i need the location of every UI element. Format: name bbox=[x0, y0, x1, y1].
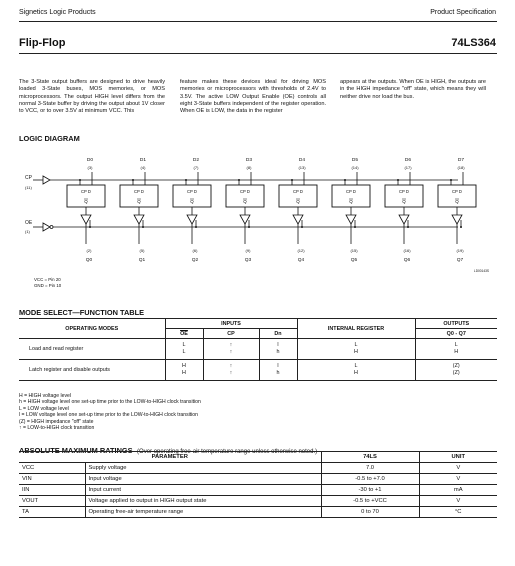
output-buffer-icon bbox=[452, 215, 462, 224]
oe-label: OE bbox=[25, 220, 33, 226]
figure-code: LD00143S bbox=[473, 269, 489, 273]
oe-inversion-icon bbox=[50, 226, 53, 229]
q-label: Q7 bbox=[456, 258, 464, 263]
header-right: Product Specification bbox=[430, 9, 496, 16]
ratings-row bbox=[19, 463, 497, 474]
ff-inputs-label: CP D bbox=[293, 189, 303, 194]
ff-inputs-label: CP D bbox=[346, 189, 356, 194]
ratings-sym: VIN bbox=[22, 476, 32, 482]
ratings-param: Input current bbox=[85, 485, 321, 496]
q-label: Q3 bbox=[244, 258, 252, 263]
mode-h-q: Q0 - Q7 bbox=[415, 329, 497, 339]
mode-cell: H bbox=[182, 363, 186, 369]
junction-dot bbox=[79, 179, 81, 181]
mode-h-operating: OPERATING MODES bbox=[65, 325, 119, 332]
output-buffer-icon bbox=[346, 215, 356, 224]
d-label: D7 bbox=[457, 158, 465, 163]
page-title: Flip-Flop bbox=[19, 37, 66, 49]
ff-inputs-label: CP D bbox=[240, 189, 250, 194]
header-left: Signetics Logic Products bbox=[19, 9, 96, 16]
mode-cell: ↑ bbox=[229, 342, 233, 348]
ratings-param: Input voltage bbox=[85, 474, 321, 485]
d-label: D4 bbox=[298, 158, 306, 163]
ratings-subtitle: (Over operating free-air temperature range unless otherwise noted.) bbox=[137, 449, 318, 455]
junction-dot bbox=[407, 226, 409, 228]
d-pin: (13) bbox=[298, 165, 306, 170]
mode-h-dn: Dn bbox=[259, 329, 297, 339]
header-rule bbox=[19, 21, 497, 22]
d-label: D6 bbox=[404, 158, 412, 163]
junction-dot bbox=[450, 179, 452, 181]
d-label: D2 bbox=[192, 158, 200, 163]
logic-title: LOGIC DIAGRAM bbox=[19, 134, 80, 143]
ratings-sym: VCC bbox=[22, 465, 35, 471]
d-pin: (4) bbox=[140, 165, 146, 170]
d-pin: (3) bbox=[87, 165, 93, 170]
q-label: Q1 bbox=[138, 258, 146, 263]
q-label: Q2 bbox=[191, 258, 199, 263]
legend bbox=[19, 393, 201, 431]
q-label: Q6 bbox=[403, 258, 411, 263]
ratings-param: Supply voltage bbox=[85, 463, 321, 474]
d-pin: (8) bbox=[246, 165, 252, 170]
ratings-table bbox=[19, 451, 497, 518]
ff-q-label: Q bbox=[296, 199, 300, 204]
ratings-unit: mA bbox=[419, 485, 497, 496]
ff-inputs-label: CP D bbox=[81, 189, 91, 194]
legend-item: l = LOW voltage level one set-up time prior to the LOW-to-HIGH clock transition bbox=[19, 412, 198, 419]
q-pin: (2) bbox=[86, 248, 92, 253]
junction-dot bbox=[195, 226, 197, 228]
ff-q-label: Q bbox=[402, 199, 406, 204]
junction-dot bbox=[291, 179, 293, 181]
intro-col1: The 3-State output buffers are designed to drive heavily loaded 3-State buses, MOS memories, or MOS microprocessors. The output HIGH level differs from the normal 3-State buffer by driving the output about 1V closer to VCC, or to over 3.5V at minimum VCC. This bbox=[19, 79, 165, 115]
junction-dot bbox=[238, 179, 240, 181]
mode-cell: H bbox=[354, 370, 358, 376]
ff-q-label: Q bbox=[84, 199, 88, 204]
legend-item: ↑ = LOW-to-HIGH clock transition bbox=[19, 425, 95, 432]
cp-buffer-icon bbox=[43, 176, 50, 184]
oe-pin: (1) bbox=[25, 229, 30, 234]
ff-q-label: Q bbox=[455, 199, 459, 204]
ratings-val: -0.5 to +VCC bbox=[321, 496, 419, 507]
title-rule bbox=[19, 53, 497, 54]
mode-cell: H bbox=[354, 349, 358, 355]
ratings-param: Operating free-air temperature range bbox=[85, 507, 321, 518]
mode-cell: L bbox=[354, 363, 358, 369]
mode-cell: l bbox=[277, 363, 279, 369]
mode-cell: L bbox=[354, 342, 358, 348]
mode-cell: (Z) bbox=[452, 370, 460, 376]
ratings-val: 7.0 bbox=[321, 463, 419, 474]
d-pin: (18) bbox=[457, 165, 465, 170]
q-pin: (6) bbox=[192, 248, 198, 253]
mode-cell: h bbox=[276, 370, 280, 376]
d-label: D3 bbox=[245, 158, 253, 163]
d-label: D5 bbox=[351, 158, 359, 163]
mode-cell: L bbox=[182, 342, 186, 348]
mode-cell: L bbox=[182, 349, 186, 355]
junction-dot bbox=[397, 179, 399, 181]
ratings-val: -30 to +1 bbox=[321, 485, 419, 496]
q-pin: (12) bbox=[297, 248, 305, 253]
mode-row bbox=[19, 339, 497, 360]
d-label: D0 bbox=[86, 158, 94, 163]
ff-q-label: Q bbox=[243, 199, 247, 204]
junction-dot bbox=[460, 226, 462, 228]
junction-dot bbox=[354, 226, 356, 228]
ratings-sym: IIN bbox=[22, 487, 30, 493]
mode-row bbox=[19, 360, 497, 381]
ff-inputs-label: CP D bbox=[399, 189, 409, 194]
output-buffer-icon bbox=[240, 215, 250, 224]
ff-q-label: Q bbox=[137, 199, 141, 204]
ff-inputs-label: CP D bbox=[187, 189, 197, 194]
mode-cell: l bbox=[277, 342, 279, 348]
oe-buffer-icon bbox=[43, 223, 50, 231]
junction-dot bbox=[301, 226, 303, 228]
intro-col2: feature makes these devices ideal for driving MOS memories or microprocessors with thresholds of 2.4V to 3.5V. The active LOW Output Enable (OE) controls all eight 3-State buffers independent of the register operation. When OE is LOW, the data in the register bbox=[180, 79, 326, 115]
q-pin: (15) bbox=[350, 248, 358, 253]
mode-cell: ↑ bbox=[229, 349, 233, 355]
output-buffer-icon bbox=[293, 215, 303, 224]
ratings-sym: TA bbox=[22, 509, 29, 515]
mode-cell: H bbox=[454, 349, 459, 355]
d-pin: (7) bbox=[193, 165, 199, 170]
legend-item: (Z) = HIGH impedance "off" state bbox=[19, 418, 94, 425]
junction-dot bbox=[142, 226, 144, 228]
mode-title: MODE SELECT—FUNCTION TABLE bbox=[19, 308, 145, 317]
gnd-note: GND = Pin 10 bbox=[34, 283, 62, 288]
mode-h-oe: $\overline{OE}$ bbox=[165, 329, 203, 339]
junction-dot bbox=[89, 226, 91, 228]
mode-table-wrap bbox=[19, 318, 497, 381]
q-label: Q0 bbox=[85, 258, 93, 263]
mode-cell: Latch register and disable outputs bbox=[29, 367, 110, 373]
d-pin: (14) bbox=[351, 165, 359, 170]
ratings-unit: V bbox=[419, 474, 497, 485]
ratings-unit: °C bbox=[419, 507, 497, 518]
junction-dot bbox=[344, 179, 346, 181]
legend-item: L = LOW voltage level bbox=[19, 405, 69, 412]
ratings-title: ABSOLUTE MAXIMUM RATINGS bbox=[19, 446, 133, 455]
ratings-val: 0 to 70 bbox=[321, 507, 419, 518]
output-buffer-icon bbox=[134, 215, 144, 224]
output-buffer-icon bbox=[187, 215, 197, 224]
ff-q-label: Q bbox=[349, 199, 353, 204]
intro-col3: appears at the outputs. When OE is HIGH, the outputs are in the HIGH impedance "off" state, which means they will neither drive nor load the bus. bbox=[340, 79, 486, 100]
cp-label: CP bbox=[25, 175, 32, 181]
ratings-unit: V bbox=[419, 463, 497, 474]
mode-cell: (Z) bbox=[452, 363, 460, 369]
mode-cell: H bbox=[182, 370, 186, 376]
ff-inputs-label: CP D bbox=[452, 189, 462, 194]
ratings-sym: VOUT bbox=[22, 498, 39, 504]
q-label: Q5 bbox=[350, 258, 358, 263]
legend-item: H = HIGH voltage level bbox=[19, 393, 71, 399]
mode-cell: ↑ bbox=[229, 363, 233, 369]
ratings-h-unit: UNIT bbox=[419, 452, 497, 463]
q-pin: (19) bbox=[456, 248, 464, 253]
mode-h-register: INTERNAL REGISTER bbox=[297, 319, 415, 339]
q-pin: (9) bbox=[245, 248, 251, 253]
ratings-unit: V bbox=[419, 496, 497, 507]
mode-h-cp: CP bbox=[203, 329, 259, 339]
mode-h-outputs: OUTPUTS bbox=[415, 319, 497, 329]
junction-dot bbox=[248, 226, 250, 228]
mode-cell: L bbox=[454, 342, 458, 348]
mode-h-inputs: INPUTS bbox=[165, 319, 297, 329]
ratings-h-val: 74LS bbox=[321, 452, 419, 463]
output-buffer-icon bbox=[399, 215, 409, 224]
cp-pin: (11) bbox=[25, 185, 32, 190]
ratings-val: -0.5 to +7.0 bbox=[321, 474, 419, 485]
mode-cell: ↑ bbox=[229, 370, 233, 376]
mode-table bbox=[19, 318, 497, 381]
part-number: 74LS364 bbox=[451, 37, 496, 49]
legend-item: h = HIGH voltage level one set-up time prior to the LOW-to-HIGH clock transition bbox=[19, 399, 201, 406]
ratings-table-wrap bbox=[19, 451, 497, 518]
ratings-row bbox=[19, 496, 497, 507]
q-pin: (5) bbox=[139, 248, 145, 253]
ratings-param: Voltage applied to output in HIGH output state bbox=[85, 496, 321, 507]
mode-cell: Load and read register bbox=[29, 346, 84, 352]
ratings-row bbox=[19, 474, 497, 485]
d-pin: (17) bbox=[404, 165, 412, 170]
vcc-note: VCC = Pin 20 bbox=[34, 277, 61, 282]
output-buffer-icon bbox=[81, 215, 91, 224]
ratings-row bbox=[19, 485, 497, 496]
mode-cell: h bbox=[276, 349, 280, 355]
ff-inputs-label: CP D bbox=[134, 189, 144, 194]
logic-diagram bbox=[19, 148, 497, 298]
ratings-h-param: PARAMETER bbox=[151, 454, 188, 460]
q-pin: (16) bbox=[403, 248, 411, 253]
ff-q-label: Q bbox=[190, 199, 194, 204]
d-label: D1 bbox=[139, 158, 147, 163]
junction-dot bbox=[185, 179, 187, 181]
ratings-row bbox=[19, 507, 497, 518]
junction-dot bbox=[132, 179, 134, 181]
q-label: Q4 bbox=[297, 258, 305, 263]
